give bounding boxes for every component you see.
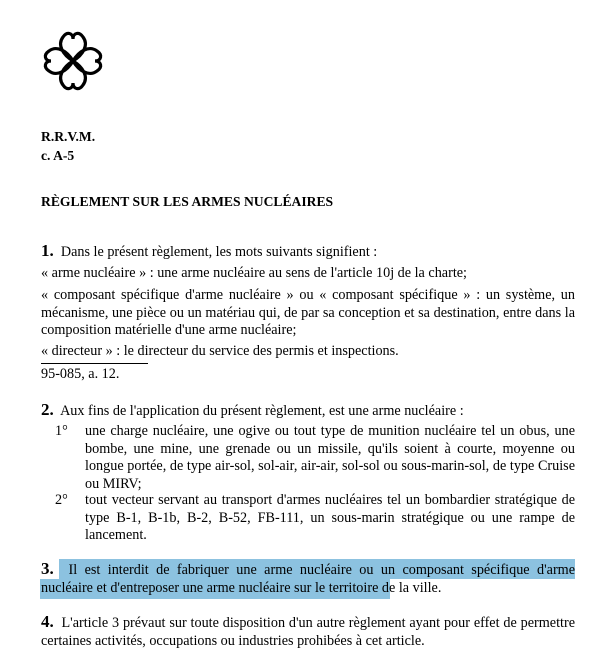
article-2-intro — [41, 401, 575, 421]
article-1-number: 1. — [41, 241, 54, 260]
list-item-marker: 1° — [55, 423, 68, 439]
reference-divider — [41, 363, 148, 364]
article-3-highlighted-selection[interactable] — [40, 559, 575, 599]
article-2-intro-text: Aux fins de l'application du présent règlement, est une arme nucléaire : — [60, 403, 464, 419]
list-item-marker: 2° — [55, 492, 68, 508]
article-2-number: 2. — [41, 400, 54, 419]
definition-composant-specifique: « composant spécifique d'arme nucléaire » ou « composant spécifique » : un système, un mécanisme, une pièce ou un matériau qui, de par sa conception et sa destination, entre dans la composition matérielle d'une arme nucléaire; — [41, 287, 575, 338]
article-4 — [41, 613, 575, 650]
list-item: une charge nucléaire, une ogive ou tout type de munition nucléaire tel un obus, une bombe, une mine, une grenade ou un missile, qu'ils soient à courte, moyenne ou longue portée, de type air-sol, sol-air, air-air, sol-sol ou sous-marin-sol, de type Cruise ou MIRV; — [85, 423, 575, 492]
list-item: tout vecteur servant au transport d'armes nucléaires tel un bombardier stratégique de type B-1, B-1b, B-2, B-52, FB-111, un sous-marin stratégique ou une rampe de lancement. — [85, 492, 575, 543]
article-3 — [40, 559, 575, 597]
article-4-text: L'article 3 prévaut sur toute disposition d'un autre règlement ayant pour effet de permettre certaines activités, occupations ou industries prohibées à cet article. — [41, 615, 576, 649]
article-3-text: Il est interdit de fabriquer une arme nucléaire ou un composant spécifique d'arme nucléaire et d'entreposer une arme nucléaire sur le territoire de la ville. — [41, 562, 576, 596]
definition-directeur: « directeur » : le directeur du service des permis et inspections. — [41, 343, 399, 359]
page-title: RÈGLEMENT SUR LES ARMES NUCLÉAIRES — [41, 194, 334, 209]
definition-arme-nucleaire: « arme nucléaire » : une arme nucléaire au sens de l'article 10j de la charte; — [41, 265, 467, 281]
article-3-number: 3. — [41, 559, 54, 578]
chapter-number: c. A-5 — [41, 148, 75, 163]
article-1-intro — [41, 242, 575, 262]
article-1-reference: 95-085, a. 12. — [41, 366, 120, 382]
fleuron-icon — [41, 25, 105, 97]
regulation-code: R.R.V.M. — [41, 129, 96, 144]
city-logo-icon — [41, 25, 105, 97]
article-1-intro-text: Dans le présent règlement, les mots suivants signifient : — [60, 244, 378, 260]
article-4-number: 4. — [41, 612, 54, 631]
